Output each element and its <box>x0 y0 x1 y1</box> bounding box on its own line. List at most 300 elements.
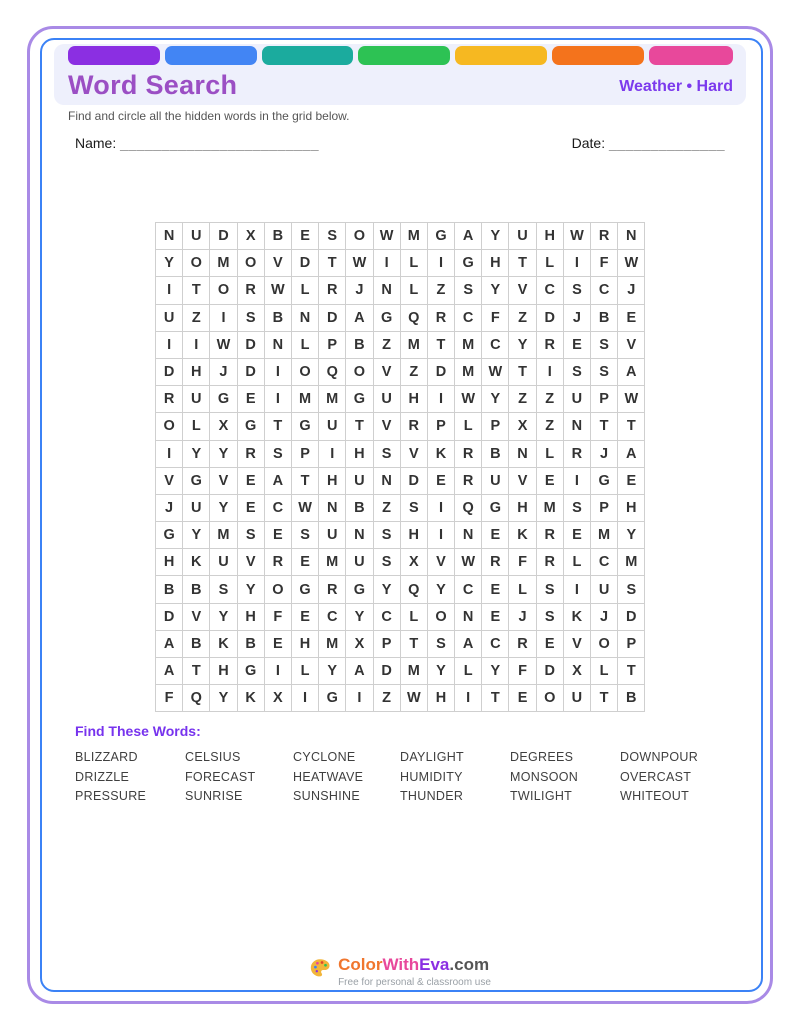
grid-cell[interactable]: Y <box>210 685 237 712</box>
grid-cell[interactable]: S <box>428 631 455 658</box>
grid-cell[interactable]: E <box>482 522 509 549</box>
grid-cell[interactable]: E <box>537 468 564 495</box>
grid-cell[interactable]: E <box>265 522 292 549</box>
grid-cell[interactable]: A <box>618 441 645 468</box>
grid-cell[interactable]: P <box>374 631 401 658</box>
grid-cell[interactable]: F <box>509 549 536 576</box>
grid-cell[interactable]: Y <box>183 522 210 549</box>
grid-cell[interactable]: H <box>482 250 509 277</box>
grid-cell[interactable]: D <box>618 604 645 631</box>
grid-cell[interactable]: K <box>210 631 237 658</box>
grid-cell[interactable]: X <box>265 685 292 712</box>
grid-cell[interactable]: H <box>210 658 237 685</box>
grid-cell[interactable]: W <box>401 685 428 712</box>
grid-cell[interactable]: O <box>292 359 319 386</box>
grid-cell[interactable]: T <box>346 413 373 440</box>
grid-cell[interactable]: H <box>292 631 319 658</box>
grid-cell[interactable]: U <box>183 495 210 522</box>
grid-cell[interactable]: D <box>156 359 183 386</box>
grid-cell[interactable]: B <box>482 441 509 468</box>
grid-cell[interactable]: K <box>564 604 591 631</box>
grid-cell[interactable]: F <box>482 305 509 332</box>
grid-cell[interactable]: G <box>346 386 373 413</box>
grid-cell[interactable]: P <box>618 631 645 658</box>
grid-cell[interactable]: G <box>238 658 265 685</box>
grid-cell[interactable]: U <box>183 223 210 250</box>
grid-cell[interactable]: T <box>183 658 210 685</box>
grid-cell[interactable]: O <box>238 250 265 277</box>
grid-cell[interactable]: C <box>455 576 482 603</box>
grid-cell[interactable]: E <box>238 386 265 413</box>
grid-cell[interactable]: Y <box>319 658 346 685</box>
grid-cell[interactable]: I <box>564 576 591 603</box>
grid-cell[interactable]: P <box>482 413 509 440</box>
grid-cell[interactable]: A <box>455 631 482 658</box>
grid-cell[interactable]: V <box>509 277 536 304</box>
grid-cell[interactable]: J <box>156 495 183 522</box>
grid-cell[interactable]: N <box>455 604 482 631</box>
grid-cell[interactable]: G <box>319 685 346 712</box>
grid-cell[interactable]: C <box>482 332 509 359</box>
grid-cell[interactable]: N <box>156 223 183 250</box>
grid-cell[interactable]: E <box>265 631 292 658</box>
grid-cell[interactable]: M <box>455 332 482 359</box>
grid-cell[interactable]: S <box>455 277 482 304</box>
grid-cell[interactable]: V <box>401 441 428 468</box>
grid-cell[interactable]: K <box>509 522 536 549</box>
grid-cell[interactable]: V <box>156 468 183 495</box>
grid-cell[interactable]: E <box>292 549 319 576</box>
grid-cell[interactable]: B <box>591 305 618 332</box>
grid-cell[interactable]: V <box>564 631 591 658</box>
grid-cell[interactable]: I <box>156 277 183 304</box>
grid-cell[interactable]: H <box>319 468 346 495</box>
grid-cell[interactable]: Y <box>346 604 373 631</box>
grid-cell[interactable]: T <box>509 359 536 386</box>
grid-cell[interactable]: E <box>428 468 455 495</box>
grid-cell[interactable]: M <box>210 522 237 549</box>
grid-cell[interactable]: I <box>428 250 455 277</box>
grid-cell[interactable]: T <box>292 468 319 495</box>
grid-cell[interactable]: R <box>265 549 292 576</box>
grid-cell[interactable]: U <box>564 386 591 413</box>
grid-cell[interactable]: M <box>401 223 428 250</box>
grid-cell[interactable]: H <box>428 685 455 712</box>
grid-cell[interactable]: U <box>564 685 591 712</box>
grid-cell[interactable]: R <box>537 549 564 576</box>
grid-cell[interactable]: T <box>319 250 346 277</box>
grid-cell[interactable]: N <box>564 413 591 440</box>
grid-cell[interactable]: I <box>265 359 292 386</box>
grid-cell[interactable]: O <box>428 604 455 631</box>
grid-cell[interactable]: Y <box>482 658 509 685</box>
grid-cell[interactable]: L <box>292 658 319 685</box>
grid-cell[interactable]: S <box>265 441 292 468</box>
grid-cell[interactable]: Y <box>428 576 455 603</box>
grid-cell[interactable]: J <box>509 604 536 631</box>
grid-cell[interactable]: D <box>401 468 428 495</box>
grid-cell[interactable]: H <box>537 223 564 250</box>
grid-cell[interactable]: S <box>591 332 618 359</box>
grid-cell[interactable]: S <box>537 576 564 603</box>
grid-cell[interactable]: P <box>591 495 618 522</box>
grid-cell[interactable]: E <box>564 522 591 549</box>
grid-cell[interactable]: E <box>618 305 645 332</box>
grid-cell[interactable]: U <box>346 549 373 576</box>
grid-cell[interactable]: X <box>509 413 536 440</box>
grid-cell[interactable]: E <box>238 495 265 522</box>
grid-cell[interactable]: X <box>564 658 591 685</box>
grid-cell[interactable]: U <box>183 386 210 413</box>
grid-cell[interactable]: W <box>346 250 373 277</box>
grid-cell[interactable]: W <box>482 359 509 386</box>
grid-cell[interactable]: T <box>183 277 210 304</box>
grid-cell[interactable]: H <box>346 441 373 468</box>
grid-cell[interactable]: U <box>374 386 401 413</box>
grid-cell[interactable]: I <box>346 685 373 712</box>
grid-cell[interactable]: H <box>156 549 183 576</box>
grid-cell[interactable]: Z <box>537 386 564 413</box>
grid-cell[interactable]: D <box>374 658 401 685</box>
grid-cell[interactable]: S <box>292 522 319 549</box>
grid-cell[interactable]: Y <box>509 332 536 359</box>
grid-cell[interactable]: D <box>292 250 319 277</box>
grid-cell[interactable]: Z <box>509 386 536 413</box>
grid-cell[interactable]: W <box>455 549 482 576</box>
grid-cell[interactable]: R <box>537 522 564 549</box>
grid-cell[interactable]: G <box>346 576 373 603</box>
grid-cell[interactable]: B <box>183 576 210 603</box>
grid-cell[interactable]: L <box>509 576 536 603</box>
grid-cell[interactable]: W <box>374 223 401 250</box>
grid-cell[interactable]: G <box>183 468 210 495</box>
grid-cell[interactable]: C <box>537 277 564 304</box>
grid-cell[interactable]: B <box>265 305 292 332</box>
grid-cell[interactable]: M <box>210 250 237 277</box>
grid-cell[interactable]: X <box>401 549 428 576</box>
grid-cell[interactable]: T <box>618 413 645 440</box>
grid-cell[interactable]: L <box>401 604 428 631</box>
grid-cell[interactable]: A <box>265 468 292 495</box>
grid-cell[interactable]: Z <box>509 305 536 332</box>
grid-cell[interactable]: O <box>591 631 618 658</box>
grid-cell[interactable]: C <box>591 277 618 304</box>
grid-cell[interactable]: W <box>618 250 645 277</box>
grid-cell[interactable]: Y <box>210 604 237 631</box>
grid-cell[interactable]: S <box>591 359 618 386</box>
grid-cell[interactable]: L <box>401 250 428 277</box>
grid-cell[interactable]: S <box>238 305 265 332</box>
grid-cell[interactable]: T <box>509 250 536 277</box>
grid-cell[interactable]: S <box>401 495 428 522</box>
grid-cell[interactable]: T <box>428 332 455 359</box>
grid-cell[interactable]: E <box>537 631 564 658</box>
grid-cell[interactable]: I <box>156 441 183 468</box>
grid-cell[interactable]: T <box>401 631 428 658</box>
grid-cell[interactable]: W <box>618 386 645 413</box>
grid-cell[interactable]: X <box>346 631 373 658</box>
grid-cell[interactable]: T <box>265 413 292 440</box>
grid-cell[interactable]: B <box>346 495 373 522</box>
grid-cell[interactable]: G <box>455 250 482 277</box>
grid-cell[interactable]: S <box>319 223 346 250</box>
grid-cell[interactable]: D <box>156 604 183 631</box>
grid-cell[interactable]: N <box>374 277 401 304</box>
grid-cell[interactable]: R <box>455 468 482 495</box>
grid-cell[interactable]: V <box>509 468 536 495</box>
grid-cell[interactable]: V <box>374 359 401 386</box>
grid-cell[interactable]: V <box>618 332 645 359</box>
grid-cell[interactable]: O <box>346 359 373 386</box>
grid-cell[interactable]: U <box>591 576 618 603</box>
grid-cell[interactable]: Y <box>374 576 401 603</box>
grid-cell[interactable]: B <box>265 223 292 250</box>
grid-cell[interactable]: K <box>238 685 265 712</box>
grid-cell[interactable]: I <box>455 685 482 712</box>
grid-cell[interactable]: Z <box>401 359 428 386</box>
grid-cell[interactable]: I <box>537 359 564 386</box>
grid-cell[interactable]: L <box>591 658 618 685</box>
grid-cell[interactable]: R <box>509 631 536 658</box>
grid-cell[interactable]: H <box>183 359 210 386</box>
grid-cell[interactable]: C <box>482 631 509 658</box>
grid-cell[interactable]: L <box>564 549 591 576</box>
grid-cell[interactable]: I <box>428 495 455 522</box>
grid-cell[interactable]: F <box>591 250 618 277</box>
grid-cell[interactable]: L <box>455 658 482 685</box>
grid-cell[interactable]: L <box>292 277 319 304</box>
grid-cell[interactable]: Q <box>401 576 428 603</box>
grid-cell[interactable]: R <box>537 332 564 359</box>
grid-cell[interactable]: D <box>537 305 564 332</box>
grid-cell[interactable]: U <box>482 468 509 495</box>
grid-cell[interactable]: A <box>156 631 183 658</box>
grid-cell[interactable]: C <box>591 549 618 576</box>
grid-cell[interactable]: O <box>183 250 210 277</box>
grid-cell[interactable]: O <box>156 413 183 440</box>
grid-cell[interactable]: R <box>156 386 183 413</box>
grid-cell[interactable]: I <box>564 250 591 277</box>
grid-cell[interactable]: D <box>319 305 346 332</box>
grid-cell[interactable]: T <box>591 685 618 712</box>
grid-cell[interactable]: V <box>374 413 401 440</box>
grid-cell[interactable]: N <box>455 522 482 549</box>
grid-cell[interactable]: A <box>346 305 373 332</box>
grid-cell[interactable]: N <box>292 305 319 332</box>
grid-cell[interactable]: O <box>210 277 237 304</box>
grid-cell[interactable]: V <box>428 549 455 576</box>
grid-cell[interactable]: Y <box>618 522 645 549</box>
grid-cell[interactable]: J <box>564 305 591 332</box>
grid-cell[interactable]: G <box>482 495 509 522</box>
grid-cell[interactable]: L <box>537 250 564 277</box>
grid-cell[interactable]: S <box>564 495 591 522</box>
grid-cell[interactable]: M <box>292 386 319 413</box>
grid-cell[interactable]: O <box>537 685 564 712</box>
grid-cell[interactable]: H <box>618 495 645 522</box>
grid-cell[interactable]: M <box>455 359 482 386</box>
grid-cell[interactable]: M <box>591 522 618 549</box>
grid-cell[interactable]: S <box>374 522 401 549</box>
grid-cell[interactable]: U <box>156 305 183 332</box>
grid-cell[interactable]: J <box>346 277 373 304</box>
grid-cell[interactable]: M <box>319 549 346 576</box>
grid-cell[interactable]: Q <box>455 495 482 522</box>
grid-cell[interactable]: R <box>591 223 618 250</box>
grid-cell[interactable]: M <box>401 332 428 359</box>
grid-cell[interactable]: R <box>238 441 265 468</box>
grid-cell[interactable]: L <box>537 441 564 468</box>
grid-cell[interactable]: K <box>183 549 210 576</box>
grid-cell[interactable]: V <box>183 604 210 631</box>
grid-cell[interactable]: W <box>455 386 482 413</box>
grid-cell[interactable]: E <box>618 468 645 495</box>
grid-cell[interactable]: U <box>319 413 346 440</box>
grid-cell[interactable]: X <box>238 223 265 250</box>
grid-cell[interactable]: V <box>210 468 237 495</box>
grid-cell[interactable]: Y <box>183 441 210 468</box>
grid-cell[interactable]: Q <box>401 305 428 332</box>
grid-cell[interactable]: R <box>238 277 265 304</box>
grid-cell[interactable]: W <box>265 277 292 304</box>
grid-cell[interactable]: R <box>564 441 591 468</box>
grid-cell[interactable]: Z <box>374 685 401 712</box>
grid-cell[interactable]: Z <box>374 332 401 359</box>
grid-cell[interactable]: F <box>265 604 292 631</box>
grid-cell[interactable]: X <box>210 413 237 440</box>
grid-cell[interactable]: H <box>401 386 428 413</box>
grid-cell[interactable]: D <box>428 359 455 386</box>
grid-cell[interactable]: B <box>183 631 210 658</box>
grid-cell[interactable]: N <box>346 522 373 549</box>
grid-cell[interactable]: S <box>238 522 265 549</box>
grid-cell[interactable]: W <box>564 223 591 250</box>
grid-cell[interactable]: W <box>292 495 319 522</box>
grid-cell[interactable]: C <box>374 604 401 631</box>
grid-cell[interactable]: R <box>482 549 509 576</box>
grid-cell[interactable]: F <box>156 685 183 712</box>
grid-cell[interactable]: I <box>292 685 319 712</box>
grid-cell[interactable]: R <box>401 413 428 440</box>
grid-cell[interactable]: G <box>428 223 455 250</box>
grid-cell[interactable]: I <box>265 386 292 413</box>
grid-cell[interactable]: I <box>564 468 591 495</box>
grid-cell[interactable]: H <box>238 604 265 631</box>
grid-cell[interactable]: Y <box>210 495 237 522</box>
grid-cell[interactable]: M <box>537 495 564 522</box>
grid-cell[interactable]: H <box>509 495 536 522</box>
grid-cell[interactable]: S <box>564 359 591 386</box>
grid-cell[interactable]: G <box>591 468 618 495</box>
grid-cell[interactable]: N <box>265 332 292 359</box>
grid-cell[interactable]: D <box>238 359 265 386</box>
grid-cell[interactable]: I <box>428 522 455 549</box>
grid-cell[interactable]: A <box>455 223 482 250</box>
grid-cell[interactable]: S <box>537 604 564 631</box>
grid-cell[interactable]: H <box>401 522 428 549</box>
grid-cell[interactable]: Z <box>537 413 564 440</box>
grid-cell[interactable]: Y <box>482 277 509 304</box>
grid-cell[interactable]: N <box>618 223 645 250</box>
grid-cell[interactable]: B <box>618 685 645 712</box>
grid-cell[interactable]: D <box>210 223 237 250</box>
grid-cell[interactable]: J <box>210 359 237 386</box>
grid-cell[interactable]: I <box>156 332 183 359</box>
grid-cell[interactable]: S <box>210 576 237 603</box>
grid-cell[interactable]: S <box>564 277 591 304</box>
grid-cell[interactable]: S <box>374 441 401 468</box>
grid-cell[interactable]: L <box>401 277 428 304</box>
grid-cell[interactable]: A <box>618 359 645 386</box>
grid-cell[interactable]: C <box>265 495 292 522</box>
grid-cell[interactable]: N <box>374 468 401 495</box>
grid-cell[interactable]: U <box>319 522 346 549</box>
grid-cell[interactable]: S <box>374 549 401 576</box>
grid-cell[interactable]: Q <box>183 685 210 712</box>
grid-cell[interactable]: E <box>292 223 319 250</box>
grid-cell[interactable]: I <box>428 386 455 413</box>
grid-cell[interactable]: Z <box>428 277 455 304</box>
grid-cell[interactable]: P <box>319 332 346 359</box>
grid-cell[interactable]: G <box>374 305 401 332</box>
grid-cell[interactable]: M <box>618 549 645 576</box>
grid-cell[interactable]: A <box>346 658 373 685</box>
grid-cell[interactable]: G <box>210 386 237 413</box>
grid-cell[interactable]: E <box>482 604 509 631</box>
grid-cell[interactable]: G <box>156 522 183 549</box>
grid-cell[interactable]: I <box>210 305 237 332</box>
brand-link[interactable] <box>338 956 491 975</box>
grid-cell[interactable]: R <box>319 277 346 304</box>
grid-cell[interactable]: O <box>346 223 373 250</box>
grid-cell[interactable]: C <box>455 305 482 332</box>
grid-cell[interactable]: U <box>346 468 373 495</box>
grid-cell[interactable]: B <box>156 576 183 603</box>
grid-cell[interactable]: D <box>238 332 265 359</box>
grid-cell[interactable]: L <box>455 413 482 440</box>
grid-cell[interactable]: W <box>210 332 237 359</box>
grid-cell[interactable]: M <box>401 658 428 685</box>
grid-cell[interactable]: A <box>156 658 183 685</box>
grid-cell[interactable]: T <box>482 685 509 712</box>
grid-cell[interactable]: U <box>210 549 237 576</box>
grid-cell[interactable]: G <box>238 413 265 440</box>
grid-cell[interactable]: R <box>319 576 346 603</box>
grid-cell[interactable]: S <box>618 576 645 603</box>
grid-cell[interactable]: U <box>509 223 536 250</box>
grid-cell[interactable]: L <box>183 413 210 440</box>
grid-cell[interactable]: I <box>319 441 346 468</box>
grid-cell[interactable]: T <box>618 658 645 685</box>
grid-cell[interactable]: Z <box>183 305 210 332</box>
grid-cell[interactable]: Q <box>319 359 346 386</box>
grid-cell[interactable]: D <box>537 658 564 685</box>
grid-cell[interactable]: E <box>509 685 536 712</box>
grid-cell[interactable]: M <box>319 386 346 413</box>
grid-cell[interactable]: I <box>183 332 210 359</box>
grid-cell[interactable]: F <box>509 658 536 685</box>
grid-cell[interactable]: I <box>265 658 292 685</box>
grid-cell[interactable]: E <box>482 576 509 603</box>
grid-cell[interactable]: M <box>319 631 346 658</box>
grid-cell[interactable]: Y <box>482 223 509 250</box>
grid-cell[interactable]: P <box>292 441 319 468</box>
grid-cell[interactable]: E <box>238 468 265 495</box>
grid-cell[interactable]: Y <box>238 576 265 603</box>
grid-cell[interactable]: J <box>618 277 645 304</box>
grid-cell[interactable]: E <box>564 332 591 359</box>
grid-cell[interactable]: Z <box>374 495 401 522</box>
